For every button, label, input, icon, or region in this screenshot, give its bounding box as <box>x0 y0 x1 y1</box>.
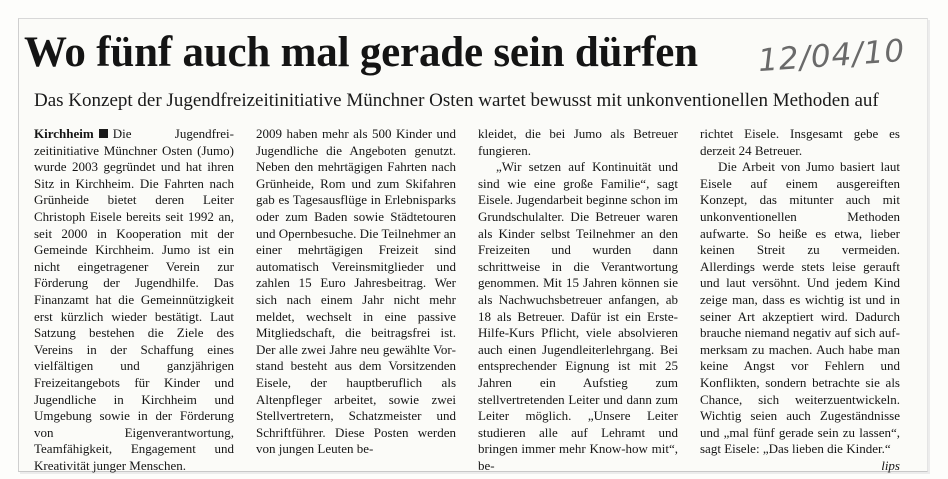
column-3-paragraph-2: „Wir setzen auf Kontinuität und sind wie eine große Familie“, sagt Eisele. Jugendarbeit beginne schon im Grundschulalter. Die Betreuer waren als Kinder selbst Teilnehmer an den Freizeiten und wurden dann schrittweise in die Verantwortung genommen. Mit 15 Jahren können sie als Nachwuchsbetreuer anfangen, ab 18 als Betreuer. Dafür ist ein Erste-Hilfe-Kurs Pflicht, viele absolvieren auch einen Jugendleiterlehrgang. Bei entsprechender Eignung ist mit 25 Jahren ein Aufstieg zum stellvertretenden Leiter und dann zum Leiter möglich. „Unsere Leiter studieren alle auf Lehramt und bringen immer mehr Know-how mit“, be- <box>478 159 678 473</box>
column-4-paragraph-2 <box>700 159 900 473</box>
dateline: Kirchheim <box>34 126 94 141</box>
column-4-paragraph-1: richtet Eisele. Insgesamt gebe es derzeit 24 Betreuer. <box>700 126 900 158</box>
column-1-text: Die Jugendfreizeitinitiative Münchner Osten (Jumo) wurde 2003 gegründet und hat ihren Sitz in Kirchheim. Die Fahrten nach Grünheide bietet deren Leiter Christoph Eisele bereits seit 1992 an, seit 2000 in Kooperation mit der Gemeinde Kirchheim. Jumo ist ein nicht eingetragener Verein zur Förderung der Jugendhilfe. Das Finanzamt hat die Gemeinnützigkeit erst kürzlich wieder bestätigt. Laut Satzung bestehen die Ziele des Vereins in der Schaffung eines vielfältigen und ganzjährigen Freizeitangebots für Kinder und Jugendliche in Kirchheim und Umgebung sowie in der Förderung von Eigenverantwortung, Teamfähigkeit, Engagement und Kreativität junger Menschen. <box>34 126 234 473</box>
column-1-paragraph-1 <box>34 126 234 474</box>
article-column-1 <box>34 126 234 473</box>
column-3-paragraph-1: kleidet, die bei Jumo als Betreuer fungieren. <box>478 126 678 158</box>
headline: Wo fünf auch mal gerade sein dürfen <box>24 29 698 76</box>
author-initials: lips <box>881 457 900 473</box>
column-2-paragraph-1: 2009 haben mehr als 500 Kinder und Jugendliche die Angeboten genutzt. Neben den mehrtägigen Fahrten nach Grünheide, Rom und zum Skifahren gab es Tagesausflüge in Erlebnisparks oder zum Baden sowie Städtetouren und Opernbesuche. Die Teilnehmer an einer mehrtägigen Freizeit sind automatisch Vereinsmitglieder und zahlen 15 Euro Jahresbeitrag. Wer sich nach einem Jahr nicht mehr meldet, wechselt in eine passive Mitgliedschaft, die beitragsfrei ist. Der alle zwei Jahre neu gewählte Vorstand besteht aus dem Vorsitzenden Eisele, der hauptberuflich als Altenpfleger arbeitet, sowie zwei Stellvertretern, Schatzmeister und Schriftführer. Diese Posten werden von jungen Leuten be- <box>256 126 456 457</box>
article-column-2 <box>256 126 456 464</box>
article-column-3 <box>478 126 678 473</box>
dateline-square-icon <box>99 129 108 138</box>
article-column-4 <box>700 126 900 473</box>
handwritten-date: 12/04/10 <box>756 32 907 80</box>
subtitle: Das Konzept der Jugendfreizeitinitiative Münchner Osten wartet bewusst mit unkonventionellen Methoden auf <box>34 90 879 111</box>
column-4-paragraph-2-text: Die Arbeit von Jumo basiert laut Eisele auf einem ausgereiften Konzept, das mitunter auch mit unkonventionellen Methoden aufwarte. So heiße es etwa, lieber keinen Streit zu vermeiden. Allerdings werde stets leise gerauft und laut versöhnt. Und jedem Kind zeige man, dass es wichtig ist und in seiner Art akzeptiert wird. Dadurch brauche niemand negativ auf sich aufmerksam zu machen. Auch habe man keine Angst vor Fehlern und Konflikten, sondern betrachte sie als Chance, sich weiterzuentwickeln. Wichtig seien auch Zugeständnisse und „mal fünf gerade sein zu lassen“, sagt Eisele: „Das lieben die Kinder.“ <box>700 159 900 457</box>
